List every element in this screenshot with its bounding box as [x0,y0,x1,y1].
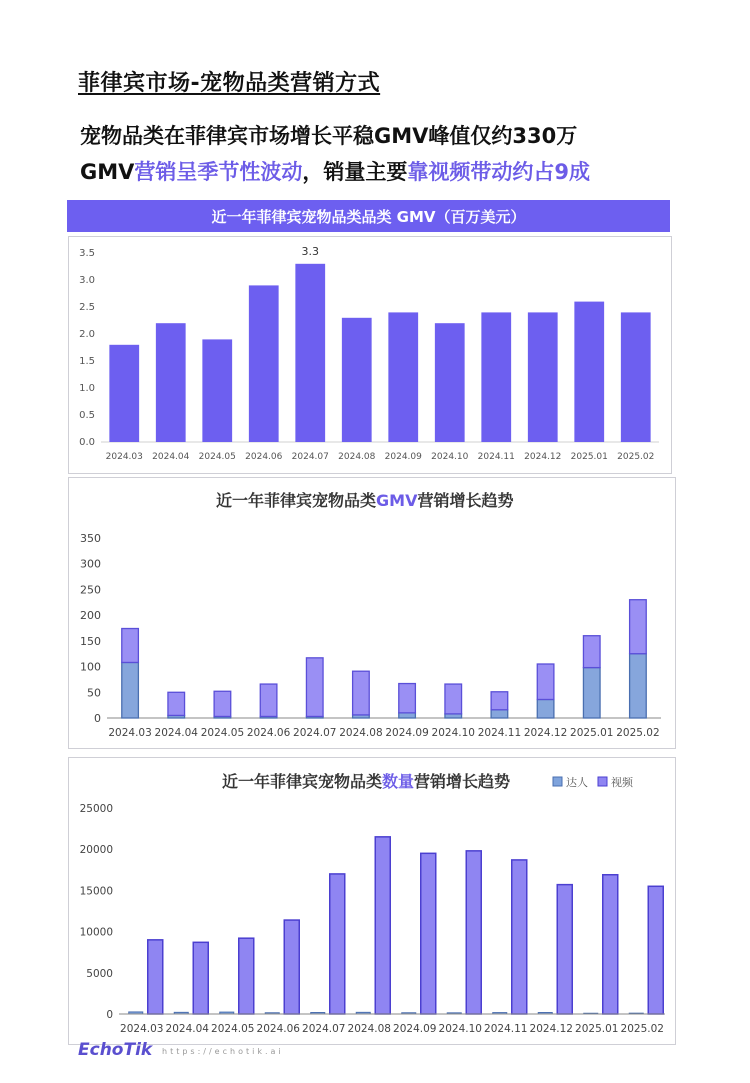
video-bar-segment [491,692,508,710]
y-tick-label: 15000 [79,885,113,898]
x-tick-label: 2024.05 [211,1023,255,1035]
gmv-bar [481,312,511,442]
chart3-panel [68,757,676,1045]
y-tick-label: 150 [80,634,101,648]
y-tick-label: 3.5 [79,248,95,259]
gmv-bar [574,302,604,442]
y-tick-label: 300 [80,557,101,571]
video-bar [466,851,481,1014]
y-tick-label: 1.5 [79,356,95,367]
legend-video-label: 视频 [611,776,633,789]
legend-video-swatch [598,777,607,786]
chart2-title [216,488,513,511]
video-bar-segment [537,664,554,699]
x-tick-label: 2024.03 [120,1023,164,1035]
x-tick-label: 2024.04 [152,452,190,462]
gmv-bar [621,312,651,442]
video-bar-segment [214,691,231,716]
x-tick-label: 2025.01 [575,1023,619,1035]
chart2-title-b: GMV [376,491,418,510]
y-tick-label: 1.0 [79,383,95,394]
x-tick-label: 2024.12 [523,727,568,739]
quantity-marketing-chart [69,758,675,1044]
video-bar-segment [353,671,370,715]
x-tick-label: 2024.05 [198,452,236,462]
chart3-title [222,769,510,792]
y-tick-label: 350 [80,532,101,545]
x-tick-label: 2024.04 [154,727,198,739]
gmv-bar [295,264,325,442]
x-tick-label: 2024.07 [291,452,329,462]
y-tick-label: 250 [80,583,101,597]
footer-url[interactable]: https://echotik.ai [162,1047,284,1056]
gmv-bar [342,318,372,442]
video-bar-segment [306,658,323,717]
x-tick-label: 2024.06 [245,452,283,462]
y-tick-label: 0 [94,712,101,725]
x-tick-label: 2024.06 [256,1023,300,1035]
legend-daren-label: 达人 [566,776,588,789]
x-tick-label: 2024.08 [338,452,376,462]
video-bar [421,853,436,1014]
video-bar-segment [630,600,647,654]
x-tick-label: 2024.07 [302,1023,346,1035]
x-tick-label: 2024.10 [431,727,475,739]
headline-line-2 [80,156,590,186]
video-bar-segment [168,692,185,715]
gmv-bar [109,345,139,442]
daren-bar-segment [583,668,600,718]
x-tick-label: 2025.01 [570,727,614,739]
video-bar [239,938,254,1014]
gmv-bar [202,339,232,442]
x-tick-label: 2024.08 [339,727,383,739]
chart2-title-a: 近一年菲律宾宠物品类 [216,491,377,510]
video-bar [557,885,572,1014]
gmv-bar [435,323,465,442]
video-bar [375,837,390,1014]
video-bar [284,920,299,1014]
video-bar-segment [583,636,600,668]
daren-bar-segment [491,710,508,718]
x-tick-label: 2024.08 [347,1023,391,1035]
chart3-title-b: 数量 [382,772,415,791]
x-tick-label: 2024.09 [384,452,422,462]
x-tick-label: 2024.06 [246,727,291,739]
y-tick-label: 5000 [86,967,113,980]
y-tick-label: 2.5 [79,302,95,313]
gmv-bar [388,312,418,442]
chart2-title-c: 营销增长趋势 [417,491,514,510]
gmv-bar [156,323,186,442]
y-tick-label: 100 [80,660,101,674]
video-bar-segment [399,684,416,713]
x-tick-label: 2025.02 [620,1023,664,1035]
video-bar [603,875,618,1014]
headline-line-1: 宠物品类在菲律宾市场增长平稳GMV峰值仅约330万 [80,124,578,148]
x-tick-label: 2024.07 [293,727,337,739]
x-tick-label: 2024.10 [438,1023,482,1035]
x-tick-label: 2024.09 [393,1023,437,1035]
chart1-panel [68,236,672,474]
x-tick-label: 2024.04 [165,1023,209,1035]
video-bar-segment [260,684,277,716]
gmv-bar [249,285,279,442]
video-bar-segment [122,629,139,663]
y-tick-label: 50 [87,686,101,700]
x-tick-label: 2024.10 [431,452,469,462]
echotik-logo: EchoTik [78,1040,153,1060]
gmv-marketing-chart [69,478,675,748]
x-tick-label: 2024.05 [200,727,245,739]
y-tick-label: 0.0 [79,437,95,448]
page-title: 菲律宾市场-宠物品类营销方式 [78,71,381,96]
y-tick-label: 3.0 [79,275,95,286]
x-tick-label: 2024.11 [477,727,522,739]
x-tick-label: 2025.02 [617,452,655,462]
x-tick-label: 2025.02 [616,727,660,739]
video-bar [330,874,345,1014]
daren-bar-segment [122,662,139,718]
gmv-bar-chart [69,237,671,473]
x-tick-label: 2024.03 [105,452,143,462]
y-tick-label: 2.0 [79,329,95,340]
gmv-bar [528,312,558,442]
x-tick-label: 2024.12 [529,1023,573,1035]
x-tick-label: 2024.11 [484,1023,528,1035]
y-tick-label: 10000 [79,926,113,939]
daren-bar-segment [537,699,554,718]
chart3-title-c: 营销增长趋势 [414,772,511,791]
x-tick-label: 2024.09 [385,727,429,739]
chart3-title-a: 近一年菲律宾宠物品类 [222,772,383,791]
video-bar-segment [445,684,462,714]
x-tick-label: 2024.11 [477,452,515,462]
video-bar [648,886,663,1014]
headline-gmv: GMV [80,160,135,184]
x-tick-label: 2024.12 [524,452,562,462]
data-label: 3.3 [301,244,319,258]
headline-seasonal: 营销呈季节性波动 [134,160,303,184]
chart1-banner: 近一年菲律宾宠物品类品类 GMV（百万美元） [67,200,670,232]
video-bar [193,942,208,1014]
daren-bar-segment [399,713,416,718]
headline-video: 靠视频带动约占9成 [407,160,591,184]
video-bar [148,940,163,1014]
y-tick-label: 20000 [79,844,113,857]
x-tick-label: 2025.01 [570,452,608,462]
legend-daren-swatch [553,777,562,786]
video-bar [512,860,527,1014]
y-tick-label: 0 [106,1009,113,1021]
x-tick-label: 2024.03 [108,727,152,739]
chart2-panel [68,477,676,749]
y-tick-label: 0.5 [79,410,95,421]
daren-bar-segment [630,654,647,718]
headline-sales: ，销量主要 [302,160,408,184]
y-tick-label: 25000 [79,803,113,815]
y-tick-label: 200 [80,609,101,623]
